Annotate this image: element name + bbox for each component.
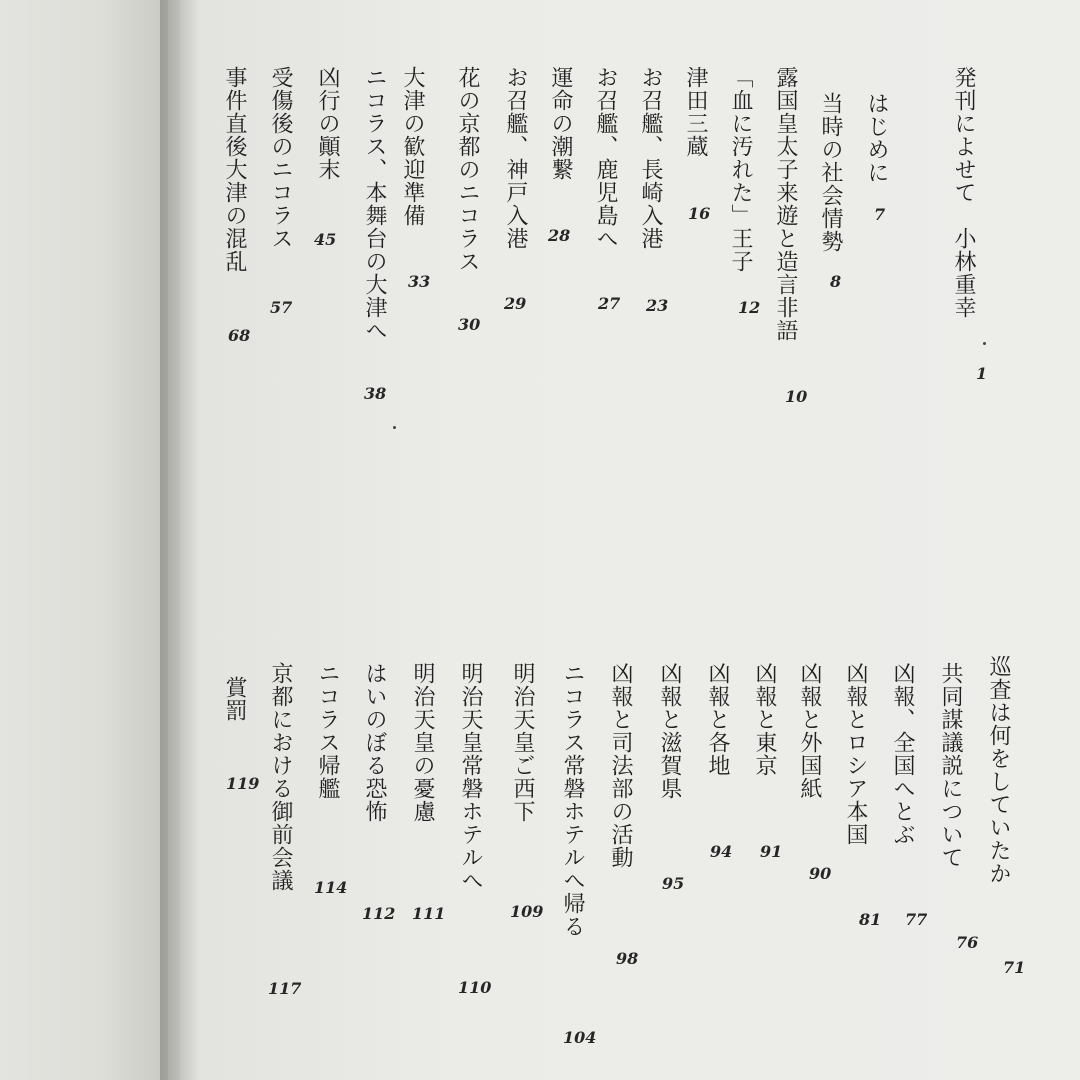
toc-entry-title: 明治天皇ご西下 [510,662,535,823]
stray-dot [393,426,396,429]
toc-entry-page: 91 [760,842,783,861]
toc-entry-page: 29 [504,294,527,313]
toc-entry-title: 凶行の顚末 [315,66,340,181]
toc-entry-page: 23 [646,296,669,315]
toc-entry-page: 109 [510,902,544,921]
toc-entry-page: 104 [563,1028,597,1047]
toc-entry-title: 「血に汚れた」王子 [728,66,753,273]
toc-entry-page: 33 [408,272,431,291]
toc-entry-title: 当時の社会情勢 [818,92,843,253]
toc-entry-title: お召艦、長崎入港 [638,66,663,250]
toc-entry-title: 共同謀議説について [938,662,963,869]
toc-entry-title: ニコラス常磐ホテルへ帰る [560,662,585,938]
toc-entry-page: 77 [905,910,928,929]
toc-entry-page: 117 [268,979,302,998]
toc-entry-title: 明治天皇の憂慮 [410,662,435,823]
toc-entry-title: ニコラス帰艦 [315,662,340,800]
toc-entry-page: 8 [830,272,842,291]
toc-entry-title: 京都における御前会議 [268,662,293,892]
toc-entry-title: 巡査は何をしていたか [986,655,1011,885]
toc-entry-title: 凶報とロシア本国 [843,662,868,846]
toc-entry-title: 受傷後のニコラス [268,66,293,250]
toc-entry-page: 95 [662,874,685,893]
toc-entry-page: 28 [548,226,571,245]
toc-entry-page: 90 [809,864,832,883]
toc-entry-title: 凶報と司法部の活動 [608,662,633,869]
toc-entry-title: 津田三蔵 [683,66,708,158]
toc-entry-page: 1 [976,364,988,383]
toc-entry-page: 30 [458,315,481,334]
left-page-bleed-through [20,60,110,162]
toc-entry-title: 明治天皇常磐ホテルへ [458,662,483,892]
toc-entry-title: お召艦、神戸入港 [503,66,528,250]
toc-entry-page: 16 [688,204,711,223]
toc-entry-title: 露国皇太子来遊と造言非語 [773,66,798,342]
toc-entry-title: 発刊によせて 小林重幸 [951,66,976,319]
toc-entry-page: 76 [956,933,979,952]
toc-entry-page: 94 [710,842,733,861]
toc-entry-page: 114 [314,878,348,897]
toc-entry-page: 57 [270,298,293,317]
toc-entry-title: 運命の潮繋 [548,66,573,181]
toc-entry-page: 71 [1003,958,1026,977]
toc-entry-title: はいのぼる恐怖 [362,662,387,823]
toc-entry-page: 27 [598,294,621,313]
toc-entry-page: 45 [314,230,337,249]
toc-entry-page: 12 [738,298,761,317]
toc-entry-page: 7 [874,205,886,224]
left-page [0,0,168,1080]
toc-entry-title: 大津の歓迎準備 [400,66,425,227]
toc-entry-page: 38 [364,384,387,403]
toc-entry-title: ニコラス、本舞台の大津へ [362,66,387,342]
toc-entry-title: 花の京都のニコラス [455,66,480,273]
toc-entry-title: 賞罰 [222,676,247,722]
toc-entry-page: 98 [616,949,639,968]
toc-entry-title: 事件直後大津の混乱 [222,66,247,273]
toc-entry-page: 119 [226,774,260,793]
toc-entry-title: お召艦、鹿児島へ [593,66,618,250]
toc-entry-title: 凶報と各地 [705,662,730,777]
toc-entry-page: 112 [362,904,396,923]
toc-entry-page: 81 [859,910,882,929]
toc-entry-page: 111 [412,904,446,923]
book-gutter [160,0,200,1080]
stray-dot [983,342,986,345]
toc-entry-title: はじめに [864,92,889,184]
toc-entry-title: 凶報と東京 [752,662,777,777]
toc-entry-title: 凶報と外国紙 [797,662,822,800]
toc-entry-page: 10 [785,387,808,406]
toc-entry-page: 110 [458,978,492,997]
toc-entry-title: 凶報と滋賀県 [657,662,682,800]
toc-entry-page: 68 [228,326,251,345]
toc-entry-title: 凶報、全国へとぶ [890,662,915,846]
